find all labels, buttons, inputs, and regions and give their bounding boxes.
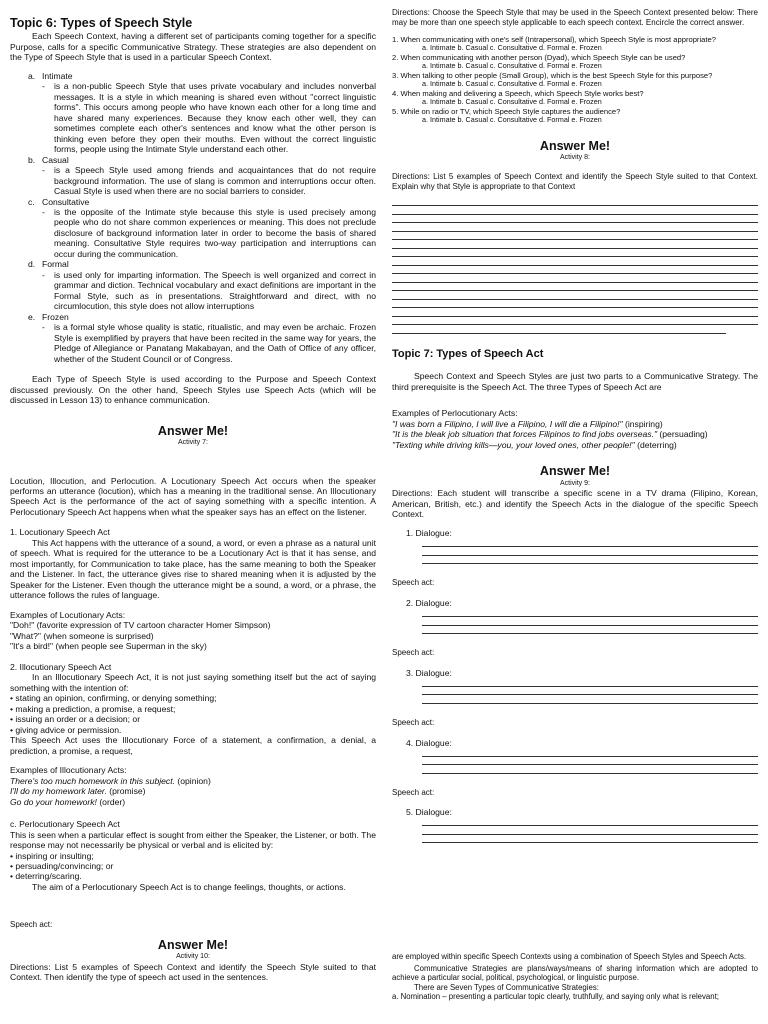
speech-act-label: Speech act: xyxy=(392,578,435,588)
locutionary-examples-title: Examples of Locutionary Acts: xyxy=(10,609,126,620)
example-text: "It is the bleak job situation that forces Filipinos to find jobs overseas." xyxy=(392,429,658,440)
answer-line[interactable] xyxy=(392,308,758,317)
strategies-lead: are employed within specific Speech Contexts using a combination of Speech Styles and Speech Acts. xyxy=(392,952,747,961)
example-text: Go do your homework! xyxy=(10,796,97,807)
answer-line[interactable] xyxy=(392,249,758,258)
answer-line[interactable] xyxy=(392,198,758,207)
style-letter: d. xyxy=(28,259,36,270)
example-note: (promise) xyxy=(106,786,146,797)
perlocutionary-example xyxy=(392,429,758,439)
style-name: Consultative xyxy=(42,196,90,207)
left-column xyxy=(10,0,376,983)
illocutionary-example xyxy=(10,786,376,796)
answer-line[interactable] xyxy=(422,818,758,827)
example-text: I'll do my homework later. xyxy=(10,786,107,797)
answer-line[interactable] xyxy=(422,617,758,626)
style-intimate xyxy=(10,71,376,155)
style-description: - is a Speech Style used among friends and acquaintances that do not require background information. The use of slang is common and interruptions occur often. Casual Style is used when there are no social barriers to consider. xyxy=(10,165,376,196)
perlocutionary-item: • deterring/scaring. xyxy=(10,871,82,882)
answer-line[interactable] xyxy=(422,539,758,548)
answer-line[interactable] xyxy=(422,695,758,704)
strategy-nomination: a. Nomination – presenting a particular topic clearly, truthfully, and saying only what is relevant; xyxy=(392,992,719,1001)
answer-line[interactable] xyxy=(392,317,758,326)
answer-line[interactable] xyxy=(422,609,758,618)
speech-act-label: Speech act: xyxy=(392,787,435,797)
topic6-intro: Each Speech Context, having a different set of participants coming together for a specific Purpose, calls for a specific Communicative Strategy. These strategies are also dependent on the Type of Speech Style that is used in a particular Speech Context. xyxy=(10,31,376,63)
answer-line[interactable] xyxy=(392,206,758,215)
answer-line[interactable] xyxy=(422,687,758,696)
dialogue-block-1 xyxy=(392,528,758,588)
quiz-directions: Directions: Choose the Speech Style that may be used in the Speech Context presented below: There may be more than one speech style applicable to each speech context. Encircle the correct answer. xyxy=(392,8,758,27)
style-description: - is a non-public Speech Style that uses private vocabulary and includes nonverbal messages. It is a style in which meaning is shared even without "correct linguistic forms". This occurs among people who have known each other for a long time and have shared many experiences. Because they know each other well, they can sometimes complete each other's sentences and know what the other person is thinking even before they open their mouths. Even without the correct linguistic forms, people using the Intimate Style understand each other. xyxy=(10,81,376,154)
style-name: Frozen xyxy=(42,311,69,322)
illocutionary-body: In an Illocutionary Speech Act, it is not just saying something itself but the act of saying something with the intention of: xyxy=(10,672,376,693)
right-column xyxy=(392,0,758,1001)
style-casual xyxy=(10,155,376,197)
perlocutionary-body: This is seen when a particular effect is sought from either the Speaker, the Listener, or both. The response may not necessarily be physical or verbal and is elicited by: xyxy=(10,829,376,851)
speech-act-label: Speech act: xyxy=(392,717,435,727)
activity7-label: Activity 7: xyxy=(178,438,208,446)
locutionary-example: "It's a bird!" (when people see Superman in the sky) xyxy=(10,641,207,652)
answer-line[interactable] xyxy=(422,556,758,565)
dialogue-lines xyxy=(422,678,758,704)
illocutionary-item: • making a prediction, a promise, a request; xyxy=(10,703,176,714)
activity9-label: Activity 9: xyxy=(560,479,590,487)
quiz-question: 4. When making and delivering a Speech, which Speech Style works best? xyxy=(392,88,644,98)
style-frozen xyxy=(10,312,376,364)
illocutionary-example xyxy=(10,776,376,786)
style-letter: a. xyxy=(28,70,36,81)
style-description: - is the opposite of the Intimate style because this style is used precisely among people who do not share common experiences or meaning. This does not preclude disclosure of background information later in order to become the basis of shared meaning. Consultative Style requires two-way participation and interruptions can occur during the communication. xyxy=(10,207,376,259)
quiz-question: 2. When communicating with another person (Dyad), which Speech Style can be used? xyxy=(392,52,686,62)
example-text: "I was born a Filipino, I will live a Filipino, I will die a Filipino!" xyxy=(392,418,623,429)
locutionary-title: 1. Locutionary Speech Act xyxy=(10,527,110,538)
quiz-options[interactable]: a. Intimate b. Casual c. Consultative d. Formal e. Frozen xyxy=(422,96,602,106)
example-note: (deterring) xyxy=(634,439,677,450)
quiz-options[interactable]: a. Intimate b. Casual c. Consultative d. Formal e. Frozen xyxy=(422,42,602,52)
style-letter: b. xyxy=(28,154,36,165)
locutionary-body: This Act happens with the utterance of a sound, a word, or even a phrase as a natural unit of speech. What is required for the utterance to be a Locutionary Act is that it has sense, and most importantly, for Communication to take place, has the same meaning to both the Speaker and the Listener. In fact, the utterance gives rise to shared meaning when it is adjusted by the Speaker for the Listener. Even though the utterance might be a sound, a word, or a phrase, the utterance follows the rules of language. xyxy=(10,537,376,601)
answer-line[interactable] xyxy=(422,678,758,687)
illocutionary-item: • giving advice or permission. xyxy=(10,724,122,735)
answer-line[interactable] xyxy=(392,300,758,309)
style-name: Formal xyxy=(42,259,69,270)
speech-act-label: Speech act: xyxy=(10,920,53,930)
dialogue-label: 1. Dialogue: xyxy=(406,528,452,539)
answer-line[interactable] xyxy=(422,826,758,835)
answer-line[interactable] xyxy=(392,283,758,292)
activity8-answer-lines[interactable] xyxy=(392,198,758,334)
quiz-options[interactable]: a. Intimate b. Casual c. Consultative d. Formal e. Frozen xyxy=(422,78,602,88)
style-name: Casual xyxy=(42,154,69,165)
style-description: - is used only for imparting information. The Speech is well organized and correct in grammar and diction. Technical vocabulary and exact definitions are important in the Formal Style, such as in presentations. Straightforward and direct, with no circumlocution, this style does not allow interruptions xyxy=(10,270,376,312)
dialogue-lines xyxy=(422,748,758,774)
example-text: There's too much homework in this subject. xyxy=(10,775,175,786)
illocutionary-item: • issuing an order or a decision; or xyxy=(10,714,141,725)
answer-line[interactable] xyxy=(422,757,758,766)
example-text: "Texting while driving kills—you, your loved ones, other people!" xyxy=(392,439,635,450)
answer-line[interactable] xyxy=(422,765,758,774)
dialogue-block-2 xyxy=(392,598,758,658)
illocutionary-item: • stating an opinion, confirming, or denying something; xyxy=(10,693,217,704)
activity9-heading: Answer Me! xyxy=(539,464,611,479)
strategies-definition: Communicative Strategies are plans/ways/means of sharing information which are adopted to achieve a particular social, political, psychological, or linguistic purpose. xyxy=(392,963,758,982)
activity10-directions: Directions: List 5 examples of Speech Context and identify the Speech Style suited to that Context. Then identify the type of speech act used in the sentences. xyxy=(10,961,376,983)
perlocutionary-example xyxy=(392,419,758,429)
example-note: (opinion) xyxy=(175,775,211,786)
topic7-intro: Speech Context and Speech Styles are just two parts to a Communicative Strategy. The third prerequisite is the Speech Act. The three Types of Speech Act are xyxy=(392,371,758,392)
communicative-strategies-section xyxy=(392,952,758,1002)
quiz-options[interactable]: a. Intimate b. Casual c. Consultative d. Formal e. Frozen xyxy=(422,60,602,70)
example-note: (persuading) xyxy=(657,429,708,440)
answer-line[interactable] xyxy=(392,215,758,224)
strategies-seven: There are Seven Types of Communicative Strategies: xyxy=(414,982,599,992)
dialogue-block-3 xyxy=(392,668,758,728)
style-letter: c. xyxy=(28,196,35,207)
activity7-heading: Answer Me! xyxy=(157,423,229,438)
style-name: Intimate xyxy=(42,70,73,81)
perlocutionary-item: • persuading/convincing; or xyxy=(10,861,114,871)
perlocutionary-after: The aim of a Perlocutionary Speech Act is to change feelings, thoughts, or actions. xyxy=(32,881,346,892)
dialogue-label: 5. Dialogue: xyxy=(406,807,452,818)
locutionary-example: "What?" (when someone is surprised) xyxy=(10,630,154,641)
answer-line[interactable] xyxy=(392,325,726,334)
perlocutionary-example xyxy=(392,440,758,450)
dialogue-block-4 xyxy=(392,738,758,798)
activity8-directions: Directions: List 5 examples of Speech Context and identify the Speech Style suited to that Context. Explain why that Style is appropriate to that Context xyxy=(392,172,758,192)
dialogue-lines xyxy=(422,609,758,635)
answer-line[interactable] xyxy=(392,274,758,283)
perlocutionary-item: • inspiring or insulting; xyxy=(10,850,94,861)
activity10-heading: Answer Me! xyxy=(157,938,229,953)
illocutionary-examples-title: Examples of Illocutionary Acts: xyxy=(10,765,127,776)
answer-line[interactable] xyxy=(422,748,758,757)
style-consultative xyxy=(10,197,376,260)
style-letter: e. xyxy=(28,311,36,322)
answer-line[interactable] xyxy=(392,266,758,275)
dialogue-lines xyxy=(422,539,758,565)
perlocutionary-title: c. Perlocutionary Speech Act xyxy=(10,819,120,830)
topic6-title: Topic 6: Types of Speech Style xyxy=(10,16,193,30)
speech-acts-intro: Locution, Illocution, and Perlocution. A Locutionary Speech Act occurs when the speaker performs an utterance (locution), which has a meaning in the traditional sense. An Illocutionary Speech Act is the performance of the act of saying something with a specific intention. A Perlocutionary Speech Act happens when what the speaker says has an effect on the listener. xyxy=(10,475,376,517)
answer-line[interactable] xyxy=(392,223,758,232)
perlocutionary-examples-title: Examples of Perlocutionary Acts: xyxy=(392,408,518,419)
style-formal xyxy=(10,259,376,311)
speech-style-list xyxy=(10,71,376,365)
illocutionary-after: This Speech Act uses the Illocutionary Force of a statement, a confirmation, a denial, a prediction, a promise, a request, xyxy=(10,735,376,756)
quiz-question: 1. When communicating with one's self (Intrapersonal), which Speech Style is most appropriate? xyxy=(392,34,716,44)
illocutionary-example xyxy=(10,797,376,807)
activity9-directions: Directions: Each student will transcribe a specific scene in a TV drama (Filipino, Korean, American, British, etc.) and identify the Speech Acts in the dialogue of the specific Speech Context. xyxy=(392,488,758,519)
answer-line[interactable] xyxy=(392,257,758,266)
answer-line[interactable] xyxy=(392,291,758,300)
locutionary-example: "Doh!" (favorite expression of TV cartoon character Homer Simpson) xyxy=(10,620,271,631)
answer-line[interactable] xyxy=(392,232,758,241)
answer-line[interactable] xyxy=(392,240,758,249)
answer-line[interactable] xyxy=(422,835,758,844)
example-note: (inspiring) xyxy=(622,418,663,429)
style-description: - is a formal style whose quality is static, ritualistic, and may even be archaic. Frozen Style is exemplified by prayers that have been recited in the same way for years, the Pledge of Allegiance or Panatang Makabayan, and the Oath of Office of any officer, whether of the Student Council or of Congress. xyxy=(10,322,376,364)
quiz-question: 5. While on radio or TV, which Speech Style captures the audience? xyxy=(392,106,621,116)
activity8-heading: Answer Me! xyxy=(539,138,611,153)
dialogue-lines xyxy=(422,818,758,844)
speech-act-label: Speech act: xyxy=(392,648,435,658)
quiz-questions xyxy=(392,35,758,125)
quiz-question: 3. When talking to other people (Small Group), which is the best Speech Style for this purpose? xyxy=(392,70,713,80)
answer-line[interactable] xyxy=(422,547,758,556)
dialogue-label: 2. Dialogue: xyxy=(406,598,452,609)
answer-line[interactable] xyxy=(422,626,758,635)
dialogue-block-5 xyxy=(392,807,758,843)
illocutionary-title: 2. Illocutionary Speech Act xyxy=(10,661,112,672)
topic7-title: Topic 7: Types of Speech Act xyxy=(392,347,544,360)
topic6-closing: Each Type of Speech Style is used according to the Purpose and Speech Context discussed previously. On the other hand, Speech Styles use Speech Acts (which will be discussed in Lesson 13) to enhance communication. xyxy=(10,374,376,406)
dialogue-label: 4. Dialogue: xyxy=(406,737,452,748)
quiz-options[interactable]: a. Intimate b. Casual c. Consultative d. Formal e. Frozen xyxy=(422,114,602,124)
activity10-label: Activity 10: xyxy=(176,953,210,961)
example-note: (order) xyxy=(96,796,126,807)
dialogue-label: 3. Dialogue: xyxy=(406,667,452,678)
activity8-label: Activity 8: xyxy=(560,153,590,161)
